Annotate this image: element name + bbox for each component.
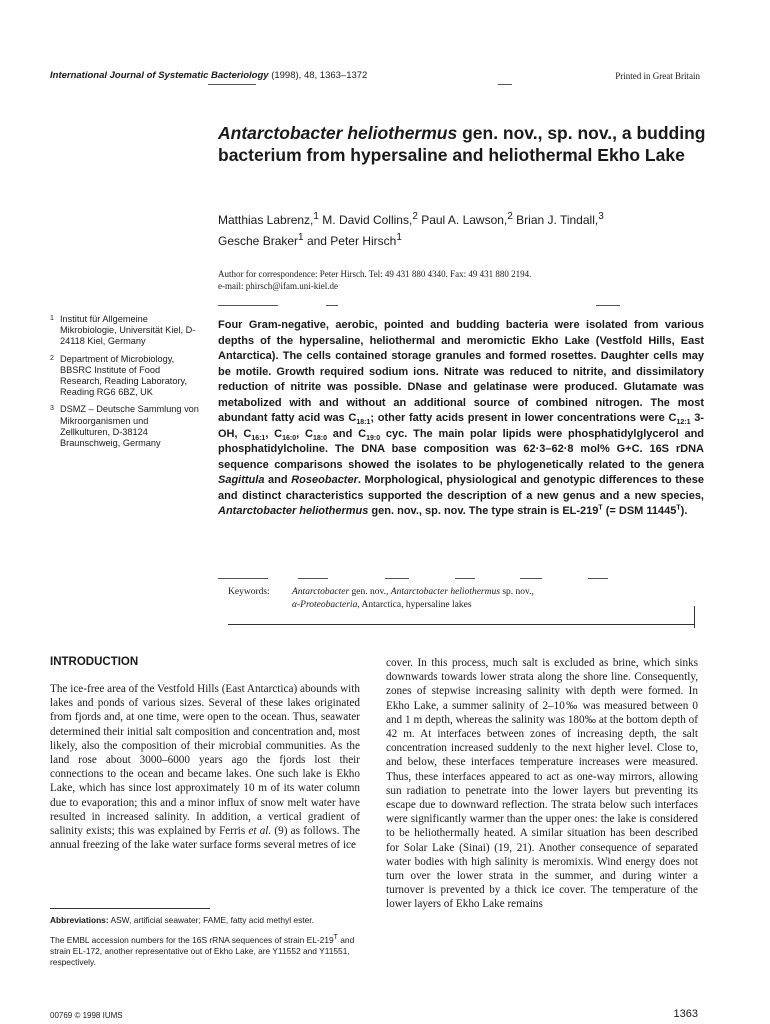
text-run: , C xyxy=(296,427,313,440)
text-run: 18:1 xyxy=(356,419,371,427)
keywords-bottom-rule xyxy=(228,624,695,625)
text-run: , Antarctica, hypersaline lakes xyxy=(357,599,472,610)
text-run: ; other fatty acids present in lower concentrations were C xyxy=(370,412,677,424)
text-run: Antarctobacter xyxy=(292,587,350,597)
keywords xyxy=(228,586,698,611)
text-run: T xyxy=(676,504,681,512)
text-run: sp. nov., xyxy=(499,587,534,597)
correspondence-email: e-mail: phirsch@ifam.uni-kiel.de xyxy=(218,281,339,291)
text-run: The EMBL accession numbers for the 16S rRNA sequences of strain EL-219 xyxy=(50,934,334,945)
keywords-label: Keywords: xyxy=(228,587,270,597)
text-run: Roseobacter xyxy=(291,474,358,486)
affiliation-text: Department of Microbiology, BBSRC Institute of Food Research, Reading Laboratory, Reading RG6 6BZ, UK xyxy=(60,353,187,398)
journal-name: International Journal of Systematic Bacteriology xyxy=(50,70,269,81)
text-run: (9) as follows. The annual freezing of the lake water surface forms several metres of ice xyxy=(50,825,360,852)
text-run: 12:1 xyxy=(676,419,691,427)
printed-note: Printed in Great Britain xyxy=(615,71,700,81)
author-list xyxy=(218,208,708,250)
section-divider xyxy=(326,305,338,306)
author: Matthias Labrenz, xyxy=(218,213,314,227)
text-run: Abbreviations: xyxy=(50,915,109,925)
author-affil-mark: 1 xyxy=(313,211,319,222)
author: and Peter Hirsch xyxy=(303,234,397,248)
text-run: Antarctobacter heliothermus xyxy=(218,505,369,517)
text-run: . Morphological, physiological and genotypic differences to these and distinct characteristics supported the description of a new genus and a new species, xyxy=(218,474,705,502)
text-run: 16:0 xyxy=(282,434,297,442)
author-affil-mark: 1 xyxy=(396,232,402,243)
text-run: 18:0 xyxy=(312,434,327,442)
text-run: ). xyxy=(680,505,688,517)
section-divider xyxy=(520,578,542,579)
text-run: cyc. The main polar lipids were phosphatidylglycerol and phosphatidylcholine. The DNA base composition was 62·3–62·8 mol% G+C. 16S rDNA sequence comparisons showed the isolates to be phylogenetically related to the genera xyxy=(218,427,705,471)
text-run: 3-OH, C xyxy=(218,412,704,440)
body-column-right: cover. In this process, much salt is excluded as brine, which sinks downwards towards lower strata along the shore line. Consequently, zones of stepwise increasing salinity with depth were formed. In Ekho Lake, a summer salinity of 2–10‰ was measured between 0 and 1 m depth, whereas the salinity was 180‰ at the bottom depth of 42 m. At interfaces between zones of increasing depth, the salt concentration increased suddenly to the next higher level. Close to, and below, these interfaces temperature increases were measured. Thus, these interfaces appeared to act as one-way mirrors, allowing sun radiation to penetrate into the lower layers but preventing its escape due to downward reflection. The strata below such interfaces were significantly warmer than the upper ones: the lake is considered to be heliothermally heated. A similar situation has been described for Solar Lake (Sinai) (19, 21). Another consequence of separated water bodies with high salinity is meromixis. Wind energy does not turn over the lower strata in the summer, and during winter a turnover is prevented by a thick ice cover. The temperature of the lower layers of Ekho Lake remains xyxy=(386,657,698,911)
affiliations xyxy=(50,314,200,455)
running-header-journal xyxy=(50,70,367,81)
abstract xyxy=(218,318,704,520)
journal-citation: (1998), 48, 1363–1372 xyxy=(268,70,368,81)
text-run: and xyxy=(264,474,292,486)
article-title: Antarctobacter heliothermus gen. nov., sp. nov., a budding bacterium from hypersaline and heliothermal Ekho Lake xyxy=(218,123,706,165)
text-run: Sagittula xyxy=(218,474,265,486)
text-run: ASW, artificial seawater; FAME, fatty acid methyl ester. xyxy=(108,915,314,925)
section-divider xyxy=(455,578,475,579)
header-divider xyxy=(208,84,256,85)
text-run: et al. xyxy=(248,825,272,838)
affiliation-number: 1 xyxy=(50,315,54,322)
text-run: and strain EL-172, another representative out of Ekho Lake, are Y11552 and Y11551, respectively. xyxy=(50,934,355,968)
correspondence-line: Author for correspondence: Peter Hirsch. Tel: 49 431 880 4340. Fax: 49 431 880 2194. xyxy=(218,269,532,279)
text-run: (= DSM 11445 xyxy=(602,505,677,517)
footnote-abbreviations xyxy=(50,915,362,927)
author: Paul A. Lawson, xyxy=(417,213,508,227)
text-run: , C xyxy=(265,427,283,440)
text-run: T xyxy=(598,504,603,512)
footnote-accession xyxy=(50,932,362,969)
body-column-left xyxy=(50,682,360,852)
affiliation xyxy=(50,404,200,449)
text-run: gen. nov., xyxy=(349,587,391,597)
affiliation-number: 2 xyxy=(50,354,54,362)
section-heading: INTRODUCTION xyxy=(50,656,139,668)
author-affil-mark: 1 xyxy=(298,232,304,243)
text-run: and C xyxy=(326,427,367,440)
text-run: The ice-free area of the Vestfold Hills (East Antarctica) abounds with lakes and ponds of various sizes. Several of these lakes originated from fjords and, at one time, were open to the ocean. Thus, seawater determined their initial salt composition and concentration and, most likely, also the composition of their microbial communities. As the land rose about 3000–6000 years ago the fjords lost their connections to the ocean and became lakes. One such lake is Ekho Lake, which has since lost approximately 10 m of its water column due to evaporation; this and a minor influx of snow melt water have resulted in increased salinity. In addition, a vertical gradient of salinity exists; this was explained by Ferris xyxy=(50,683,360,838)
text-run: 16:1 xyxy=(251,434,266,442)
text-run: 19:0 xyxy=(366,434,381,442)
author: Gesche Braker xyxy=(218,234,299,248)
affiliation-text: Institut für Allgemeine Mikrobiologie, Universität Kiel, D-24118 Kiel, Germany xyxy=(60,314,196,347)
title-genus-species: Antarctobacter heliothermus xyxy=(218,123,458,143)
footnotes xyxy=(50,915,362,974)
correspondence xyxy=(218,268,698,292)
section-divider xyxy=(298,578,328,579)
author: Brian J. Tindall, xyxy=(512,213,599,227)
author-affil-mark: 3 xyxy=(598,211,604,222)
footnote-rule xyxy=(50,908,210,909)
text-run: Antarctobacter heliothermus xyxy=(390,587,500,597)
section-divider xyxy=(218,305,278,306)
affiliation xyxy=(50,314,200,348)
text-run: Four Gram-negative, aerobic, pointed and budding bacteria were isolated from various depths of the hypersaline, heliothermal and meromictic Ekho Lake (Vestfold Hills, East Antarctica). The cells contained storage granules and formed rosettes. Daughter cells may be motile. Growth required sodium ions. Nitrate was reduced to nitrite, and dissimilatory reduction of nitrite was possible. DNase and gelatinase were produced. Glutamate was metabolized with and without an additional source of combined nitrogen. The most abundant fatty acid was C xyxy=(218,319,704,424)
affiliation-text: DSMZ – Deutsche Sammlung von Mikroorganismen und Zellkulturen, D-38124 Braunschweig, Germany xyxy=(60,404,199,449)
copyright: 00769 © 1998 IUMS xyxy=(50,1011,123,1020)
affiliation-number: 3 xyxy=(50,405,54,413)
author: M. David Collins, xyxy=(318,213,413,227)
text-run: α-Proteobacteria xyxy=(292,599,358,610)
section-divider xyxy=(218,578,268,579)
header-divider xyxy=(498,84,512,85)
author-affil-mark: 2 xyxy=(507,211,513,222)
section-divider xyxy=(385,578,409,579)
affiliation xyxy=(50,354,200,399)
keywords-text xyxy=(292,586,682,611)
author-affil-mark: 2 xyxy=(412,211,418,222)
section-divider xyxy=(588,578,608,579)
page-number: 1363 xyxy=(673,1008,698,1020)
text-run: T xyxy=(333,933,338,941)
section-divider xyxy=(596,305,620,306)
text-run: gen. nov., sp. nov. The type strain is EL-219 xyxy=(368,505,599,517)
